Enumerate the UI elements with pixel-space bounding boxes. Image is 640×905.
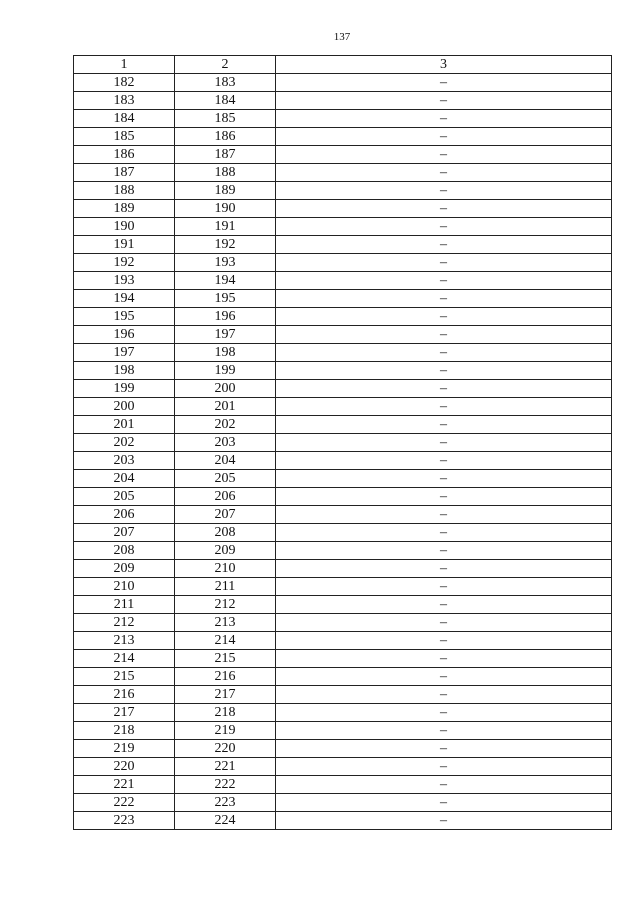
cell-col-1: 190 [74, 218, 175, 236]
cell-col-3: – [276, 344, 612, 362]
cell-col-2: 200 [175, 380, 276, 398]
cell-col-2: 191 [175, 218, 276, 236]
cell-col-1: 197 [74, 344, 175, 362]
cell-col-1: 212 [74, 614, 175, 632]
cell-col-3: – [276, 794, 612, 812]
cell-col-2: 217 [175, 686, 276, 704]
cell-col-1: 186 [74, 146, 175, 164]
cell-col-2: 189 [175, 182, 276, 200]
cell-col-2: 224 [175, 812, 276, 830]
cell-col-3: – [276, 308, 612, 326]
cell-col-1: 206 [74, 506, 175, 524]
cell-col-2: 203 [175, 434, 276, 452]
cell-col-1: 204 [74, 470, 175, 488]
table-row [74, 542, 612, 560]
table-row [74, 128, 612, 146]
cell-col-1: 203 [74, 452, 175, 470]
cell-col-1: 221 [74, 776, 175, 794]
cell-col-3: – [276, 542, 612, 560]
cell-col-2: 183 [175, 74, 276, 92]
table-row [74, 74, 612, 92]
table-row [74, 596, 612, 614]
cell-col-1: 215 [74, 668, 175, 686]
table-row [74, 110, 612, 128]
cell-col-3: – [276, 362, 612, 380]
cell-col-3: – [276, 740, 612, 758]
cell-col-1: 187 [74, 164, 175, 182]
table-row [74, 182, 612, 200]
cell-col-3: – [276, 506, 612, 524]
cell-col-3: – [276, 668, 612, 686]
table-row [74, 398, 612, 416]
table-row [74, 326, 612, 344]
cell-col-1: 209 [74, 560, 175, 578]
cell-col-2: 220 [175, 740, 276, 758]
cell-col-1: 223 [74, 812, 175, 830]
cell-col-1: 211 [74, 596, 175, 614]
cell-col-3: – [276, 272, 612, 290]
cell-col-2: 213 [175, 614, 276, 632]
cell-col-1: 193 [74, 272, 175, 290]
cell-col-3: – [276, 218, 612, 236]
table-row [74, 740, 612, 758]
cell-col-2: 201 [175, 398, 276, 416]
cell-col-3: – [276, 722, 612, 740]
cell-col-3: – [276, 146, 612, 164]
cell-col-3: – [276, 650, 612, 668]
cell-col-2: 219 [175, 722, 276, 740]
cell-col-3: – [276, 758, 612, 776]
cell-col-2: 214 [175, 632, 276, 650]
cell-col-3: – [276, 416, 612, 434]
table-row [74, 380, 612, 398]
cell-col-2: 205 [175, 470, 276, 488]
cell-col-1: 222 [74, 794, 175, 812]
table-row [74, 488, 612, 506]
cell-col-2: 206 [175, 488, 276, 506]
cell-col-2: 209 [175, 542, 276, 560]
cell-col-2: 223 [175, 794, 276, 812]
cell-col-1: 216 [74, 686, 175, 704]
cell-col-1: 214 [74, 650, 175, 668]
table-row [74, 254, 612, 272]
cell-col-3: – [276, 326, 612, 344]
table-row [74, 668, 612, 686]
table-row [74, 236, 612, 254]
cell-col-3: – [276, 452, 612, 470]
cell-col-3: – [276, 74, 612, 92]
column-header-3: 3 [276, 56, 612, 74]
cell-col-1: 184 [74, 110, 175, 128]
table-header [74, 56, 612, 74]
cell-col-3: – [276, 236, 612, 254]
cell-col-3: – [276, 254, 612, 272]
cell-col-1: 213 [74, 632, 175, 650]
cell-col-2: 207 [175, 506, 276, 524]
table-row [74, 344, 612, 362]
table-row [74, 722, 612, 740]
table-row [74, 434, 612, 452]
cell-col-2: 194 [175, 272, 276, 290]
table-row [74, 758, 612, 776]
cell-col-2: 188 [175, 164, 276, 182]
cell-col-2: 216 [175, 668, 276, 686]
cell-col-1: 182 [74, 74, 175, 92]
table-row [74, 794, 612, 812]
cell-col-2: 215 [175, 650, 276, 668]
cell-col-2: 222 [175, 776, 276, 794]
cell-col-3: – [276, 776, 612, 794]
cell-col-3: – [276, 164, 612, 182]
cell-col-2: 218 [175, 704, 276, 722]
table-row [74, 524, 612, 542]
cell-col-1: 201 [74, 416, 175, 434]
cell-col-1: 192 [74, 254, 175, 272]
table-row [74, 650, 612, 668]
cell-col-3: – [276, 812, 612, 830]
cell-col-3: – [276, 470, 612, 488]
cell-col-1: 194 [74, 290, 175, 308]
cell-col-1: 198 [74, 362, 175, 380]
data-table [73, 55, 612, 830]
cell-col-1: 217 [74, 704, 175, 722]
cell-col-1: 202 [74, 434, 175, 452]
cell-col-3: – [276, 182, 612, 200]
table-row [74, 452, 612, 470]
table-row [74, 704, 612, 722]
cell-col-2: 184 [175, 92, 276, 110]
cell-col-1: 191 [74, 236, 175, 254]
cell-col-3: – [276, 290, 612, 308]
cell-col-2: 196 [175, 308, 276, 326]
cell-col-3: – [276, 488, 612, 506]
table-row [74, 272, 612, 290]
cell-col-3: – [276, 632, 612, 650]
cell-col-1: 220 [74, 758, 175, 776]
cell-col-2: 197 [175, 326, 276, 344]
table-row [74, 92, 612, 110]
cell-col-1: 207 [74, 524, 175, 542]
table-row [74, 812, 612, 830]
cell-col-3: – [276, 614, 612, 632]
cell-col-1: 205 [74, 488, 175, 506]
cell-col-1: 208 [74, 542, 175, 560]
cell-col-3: – [276, 128, 612, 146]
cell-col-2: 185 [175, 110, 276, 128]
column-header-1: 1 [74, 56, 175, 74]
cell-col-2: 199 [175, 362, 276, 380]
table-row [74, 614, 612, 632]
cell-col-2: 221 [175, 758, 276, 776]
table-row [74, 560, 612, 578]
cell-col-2: 186 [175, 128, 276, 146]
table-row [74, 578, 612, 596]
cell-col-2: 212 [175, 596, 276, 614]
cell-col-1: 185 [74, 128, 175, 146]
cell-col-2: 195 [175, 290, 276, 308]
cell-col-2: 187 [175, 146, 276, 164]
cell-col-3: – [276, 200, 612, 218]
cell-col-3: – [276, 578, 612, 596]
cell-col-1: 210 [74, 578, 175, 596]
cell-col-3: – [276, 686, 612, 704]
cell-col-1: 200 [74, 398, 175, 416]
table-row [74, 362, 612, 380]
cell-col-3: – [276, 110, 612, 128]
cell-col-2: 193 [175, 254, 276, 272]
cell-col-1: 183 [74, 92, 175, 110]
table-row [74, 776, 612, 794]
cell-col-2: 198 [175, 344, 276, 362]
cell-col-3: – [276, 380, 612, 398]
cell-col-2: 211 [175, 578, 276, 596]
table-row [74, 308, 612, 326]
cell-col-2: 192 [175, 236, 276, 254]
table-row [74, 470, 612, 488]
cell-col-1: 218 [74, 722, 175, 740]
header-row [74, 56, 612, 74]
cell-col-3: – [276, 560, 612, 578]
cell-col-2: 210 [175, 560, 276, 578]
cell-col-2: 202 [175, 416, 276, 434]
table-row [74, 416, 612, 434]
table-body [74, 74, 612, 830]
page-number: 137 [333, 31, 351, 43]
cell-col-1: 195 [74, 308, 175, 326]
table-row [74, 632, 612, 650]
cell-col-3: – [276, 92, 612, 110]
table-row [74, 200, 612, 218]
table-row [74, 506, 612, 524]
cell-col-3: – [276, 434, 612, 452]
cell-col-1: 196 [74, 326, 175, 344]
cell-col-3: – [276, 524, 612, 542]
cell-col-1: 189 [74, 200, 175, 218]
table-row [74, 290, 612, 308]
table-row [74, 164, 612, 182]
cell-col-2: 190 [175, 200, 276, 218]
cell-col-1: 219 [74, 740, 175, 758]
cell-col-2: 208 [175, 524, 276, 542]
cell-col-3: – [276, 596, 612, 614]
cell-col-1: 199 [74, 380, 175, 398]
table-row [74, 146, 612, 164]
cell-col-1: 188 [74, 182, 175, 200]
cell-col-3: – [276, 704, 612, 722]
cell-col-2: 204 [175, 452, 276, 470]
table-row [74, 218, 612, 236]
column-header-2: 2 [175, 56, 276, 74]
table-row [74, 686, 612, 704]
cell-col-3: – [276, 398, 612, 416]
